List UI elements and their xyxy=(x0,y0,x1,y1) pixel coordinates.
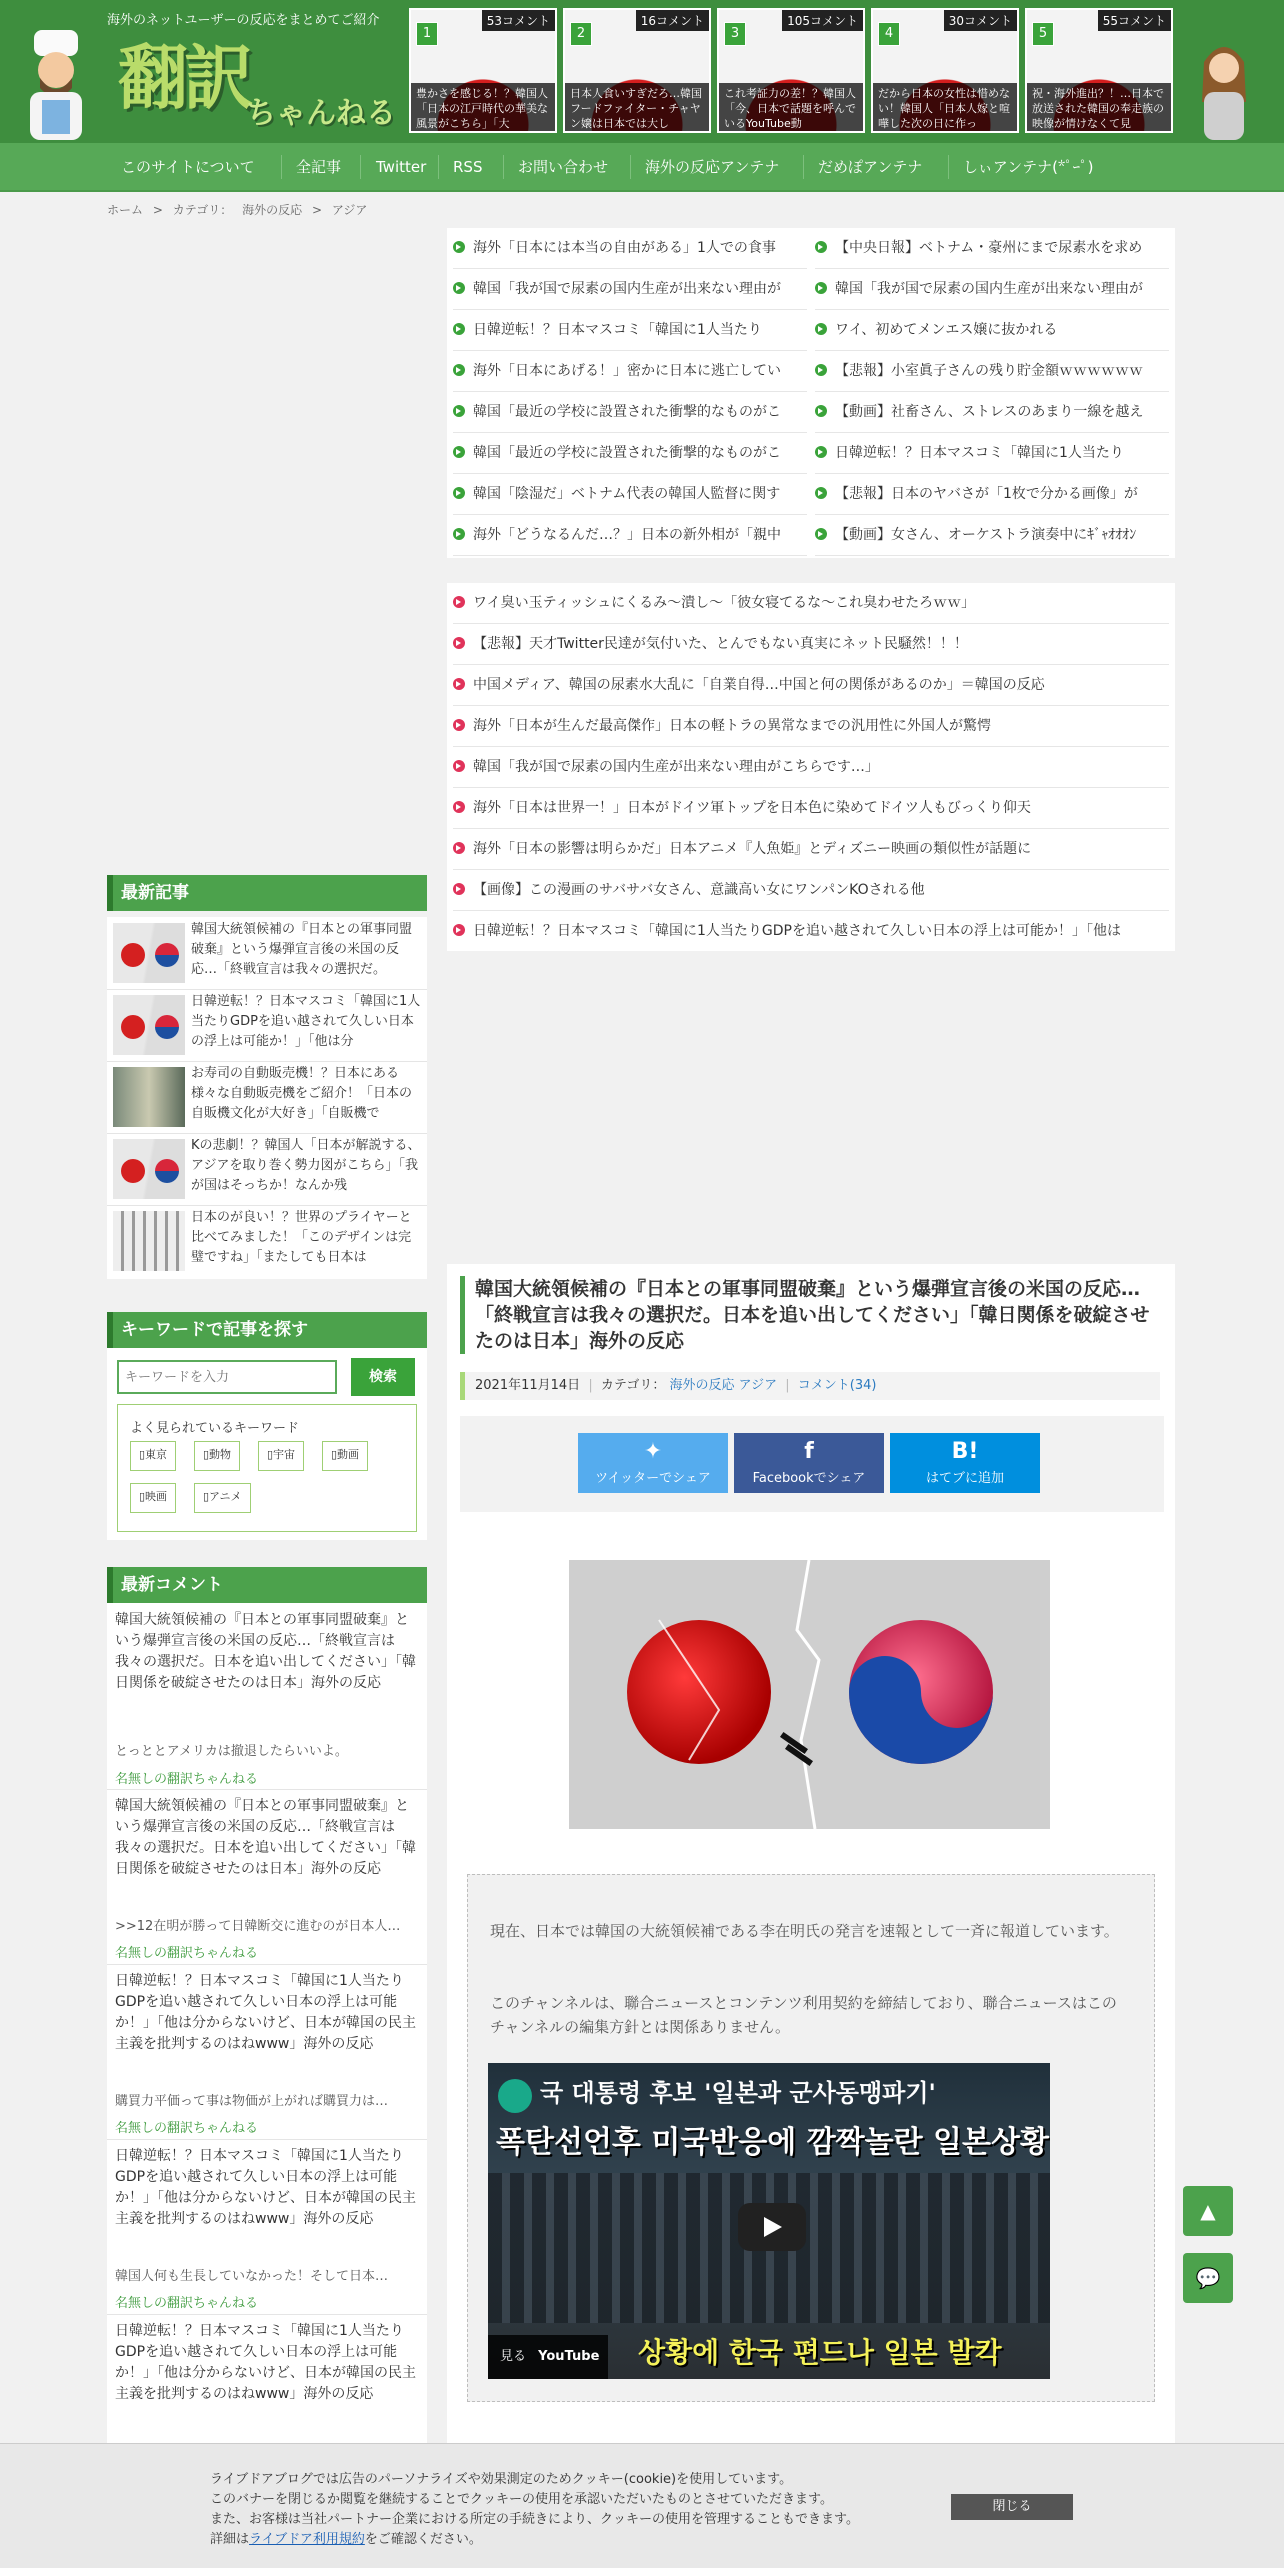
quote-paragraph: 現在、日本では韓国の大統領候補である李在明氏の発言を速報として一斉に報道しています。 xyxy=(490,1922,1119,1940)
featured-article-4[interactable] xyxy=(871,8,1019,133)
link-item[interactable]: 【悲報】天才Twitter民達が気付いた、とんでもない真実にネット民騒然！！！ xyxy=(453,624,1169,665)
arrow-bullet-icon xyxy=(815,446,827,458)
article-thumbnail xyxy=(113,923,185,983)
link-item[interactable]: 海外「日本には本当の自由がある」1人での食事 xyxy=(453,228,807,269)
comment-count: 16コメント xyxy=(636,10,709,31)
terms-link[interactable]: ライブドア利用規約 xyxy=(249,2532,365,2547)
nav-divider xyxy=(503,155,504,179)
featured-article-3[interactable] xyxy=(717,8,865,133)
rank-badge: 2 xyxy=(570,22,592,46)
keyword-tag[interactable]: ▯動物 xyxy=(194,1441,240,1471)
popular-keywords-title: よく見られているキーワード xyxy=(130,1421,300,1436)
comment-excerpt: とっととアメリカは撤退したらいいよ。 xyxy=(115,1744,348,1759)
comments-link[interactable]: コメント(34) xyxy=(797,1378,877,1393)
nav-overseas-antenna[interactable]: 海外の反応アンテナ xyxy=(645,158,780,176)
arrow-bullet-icon xyxy=(815,528,827,540)
keyword-tag[interactable]: ▯映画 xyxy=(130,1483,176,1513)
arrow-bullet-icon xyxy=(453,801,465,813)
arrow-bullet-icon xyxy=(453,924,465,936)
recent-article-title: 日本のが良い！？世界のプライヤーと比べてみました！「このデザインは完璧ですね」「またしても日本は xyxy=(191,1210,412,1265)
recent-article-title: 日韓逆転！？日本マスコミ「韓国に1人当たりGDPを追い越されて久しい日本の浮上は可能か！」「他は分 xyxy=(191,994,421,1049)
recent-article[interactable] xyxy=(107,917,427,990)
cookie-close-button[interactable]: 閉じる xyxy=(951,2494,1073,2520)
article-thumbnail xyxy=(113,995,185,1055)
comment-excerpt: >>12在明が勝って日韓断交に進むのが日本人… xyxy=(115,1919,401,1934)
keyword-search-panel xyxy=(107,1348,427,1540)
hatena-icon: B! xyxy=(951,1439,979,1464)
link-item[interactable]: 海外「日本にあげる！」密かに日本に逃亡してい xyxy=(453,351,807,392)
comment-article-title[interactable]: 日韓逆転！？日本マスコミ「韓国に1人当たりGDPを追い越されて久しい日本の浮上は可能か！」「他は分からないけど、日本が韓国の民主主義を批判するのはねwww」海外の反応 xyxy=(115,1973,416,2052)
comment-count: 105コメント xyxy=(782,10,863,31)
nav-about[interactable]: このサイトについて xyxy=(121,158,255,176)
play-icon xyxy=(764,2217,782,2237)
featured-title: 日本人食いすぎだろ…韓国フードファイター・チャヤン嬢は日本では大し xyxy=(565,83,709,131)
comment-count: 30コメント xyxy=(944,10,1017,31)
mascot-left-image xyxy=(20,30,92,140)
link-item[interactable]: 【動画】社畜さん、ストレスのあまり一線を越え xyxy=(815,392,1169,433)
breadcrumb-subcategory[interactable]: アジア xyxy=(331,203,368,217)
divider xyxy=(107,1789,427,1790)
nav-twitter[interactable]: Twitter xyxy=(376,158,427,176)
link-item[interactable]: ワイ、初めてメンエス嬢に抜かれる xyxy=(815,310,1169,351)
arrow-bullet-icon xyxy=(453,842,465,854)
link-item[interactable]: 海外「どうなるんだ…？」日本の新外相が「親中 xyxy=(453,515,807,556)
link-item[interactable]: 韓国「我が国で尿素の国内生産が出来ない理由が xyxy=(815,269,1169,310)
share-label: ツイッターでシェア xyxy=(595,1471,711,1486)
comment-author: 名無しの翻訳ちゃんねる xyxy=(115,2121,259,2136)
logo-main-text: 翻訳 xyxy=(118,36,250,119)
video-title-top: 국 대통령 후보 '일본과 군사동맹파기' xyxy=(540,2079,936,2107)
recent-article-title: Kの悲劇！？韓国人「日本が解説する、アジアを取り巻く勢力図がこちら」「我が国はそっちか！なんか残 xyxy=(191,1138,421,1193)
breadcrumb-category[interactable]: 海外の反応 xyxy=(242,203,303,217)
link-item[interactable]: 【動画】女さん、オーケストラ演奏中にｷﾞｬｵｵｵﾝ xyxy=(815,515,1169,556)
link-item[interactable]: 韓国「陰湿だ」ベトナム代表の韓国人監督に関す xyxy=(453,474,807,515)
recent-article[interactable] xyxy=(107,1061,427,1134)
youtube-embed[interactable] xyxy=(488,2063,1050,2379)
comment-article-title[interactable]: 日韓逆転！？日本マスコミ「韓国に1人当たりGDPを追い越されて久しい日本の浮上は可能か！」「他は分からないけど、日本が韓国の民主主義を批判するのはねwww」海外の反応 xyxy=(115,2148,416,2227)
nav-divider xyxy=(281,155,282,179)
link-item[interactable]: 海外「日本が生んだ最高傑作」日本の軽トラの異常なまでの汎用性に外国人が驚愕 xyxy=(453,706,1169,747)
arrow-bullet-icon xyxy=(453,323,465,335)
arrow-bullet-icon xyxy=(453,596,465,608)
breadcrumb-home[interactable]: ホーム xyxy=(107,203,144,217)
arrow-bullet-icon xyxy=(453,241,465,253)
link-item[interactable]: 【悲報】小室眞子さんの残り貯金額ｗｗｗｗｗｗ xyxy=(815,351,1169,392)
latest-comments-heading: 最新コメント xyxy=(107,1567,427,1603)
comment-count: 55コメント xyxy=(1098,10,1171,31)
link-item[interactable]: 韓国「最近の学校に設置された衝撃的なものがこ xyxy=(453,433,807,474)
category-link[interactable]: 海外の反応 xyxy=(669,1378,735,1393)
logo-sub-text: ちゃんねる xyxy=(246,96,396,131)
divider xyxy=(107,2314,427,2315)
keyword-tag[interactable]: ▯動画 xyxy=(322,1441,368,1471)
play-button[interactable] xyxy=(738,2203,806,2251)
arrow-bullet-icon xyxy=(453,405,465,417)
featured-title: これ考証力の差！？韓国人「今、日本で話題を呼んでいるYouTube動 xyxy=(719,83,863,131)
arrow-bullet-icon xyxy=(453,528,465,540)
featured-title: 豊かさを感じる！？韓国人「日本の江戸時代の華美な風景がこちら」「大 xyxy=(411,83,555,131)
popular-keywords-box xyxy=(117,1404,417,1532)
share-label: Facebookでシェア xyxy=(752,1471,866,1486)
category-link[interactable]: アジア xyxy=(738,1378,778,1393)
nav-divider xyxy=(948,155,949,179)
arrow-bullet-icon xyxy=(815,405,827,417)
twitter-share-button[interactable] xyxy=(578,1433,728,1493)
comment-jump-button[interactable] xyxy=(1183,2253,1233,2303)
arrow-bullet-icon xyxy=(453,719,465,731)
cookie-banner xyxy=(0,2443,1284,2568)
breadcrumb-separator: > xyxy=(152,203,163,217)
divider xyxy=(107,2139,427,2140)
keyword-tag[interactable]: ▯宇宙 xyxy=(258,1441,304,1471)
cookie-detail: 詳細はライブドア利用規約をご確認ください。 xyxy=(210,2532,482,2547)
comment-excerpt: 購買力平価って事は物価が上がれば購買力は… xyxy=(115,2094,389,2109)
mascot-right-image xyxy=(1196,32,1252,140)
latest-comments-list xyxy=(107,1603,427,2443)
link-item[interactable]: 海外「日本は世界一！」日本がドイツ軍トップを日本色に染めてドイツ人もびっくり仰天 xyxy=(453,788,1169,829)
comment-author: 名無しの翻訳ちゃんねる xyxy=(115,1772,259,1787)
link-item[interactable]: 韓国「我が国で尿素の国内生産が出来ない理由がこちらです…」 xyxy=(453,747,1169,788)
link-item[interactable]: 日韓逆転！？日本マスコミ「韓国に1人当たり xyxy=(453,310,807,351)
arrow-bullet-icon xyxy=(453,282,465,294)
keyword-tag[interactable]: ▯東京 xyxy=(130,1441,176,1471)
recent-article-title: お寿司の自動販売機！？日本にある様々な自動販売機をご紹介！「日本の自販機文化が大好き」「自販機で xyxy=(191,1066,413,1121)
cookie-text: このバナーを閉じるか閲覧を継続することでクッキーの使用を承認いただいたものとさせていただきます。 xyxy=(210,2492,833,2507)
rank-badge: 1 xyxy=(416,22,438,46)
link-item[interactable]: 海外「日本の影響は明らかだ」日本アニメ『人魚姫』とディズニー映画の類似性が話題に xyxy=(453,829,1169,870)
hatena-bookmark-button[interactable] xyxy=(890,1433,1040,1493)
comment-article-title[interactable]: 韓国大統領候補の『日本との軍事同盟破棄』という爆弾宣言後の米国の反応…「終戦宣言は我々の選択だ。日本を追い出してください」「韓日関係を破綻させたのは日本」海外の反応 xyxy=(115,1798,416,1877)
nav-contact[interactable]: お問い合わせ xyxy=(518,158,609,176)
arrow-bullet-icon xyxy=(815,282,827,294)
link-item[interactable]: 日韓逆転！？日本マスコミ「韓国に1人当たり xyxy=(815,433,1169,474)
rank-badge: 3 xyxy=(724,22,746,46)
comment-article-title[interactable]: 日韓逆転！？日本マスコミ「韓国に1人当たりGDPを追い越されて久しい日本の浮上は可能か！」「他は分からないけど、日本が韓国の民主主義を批判するのはねwww」海外の反応 xyxy=(115,2323,416,2402)
comment-article-title[interactable]: 韓国大統領候補の『日本との軍事同盟破棄』という爆弾宣言後の米国の反応…「終戦宣言は我々の選択だ。日本を追い出してください」「韓日関係を破綻させたのは日本」海外の反応 xyxy=(115,1612,416,1691)
arrow-bullet-icon xyxy=(815,241,827,253)
featured-article-1[interactable] xyxy=(409,8,557,133)
featured-title: だから日本の女性は惜めない！韓国人「日本人嫁と喧嘩した次の日に作っ xyxy=(873,83,1017,131)
arrow-bullet-icon xyxy=(815,364,827,376)
recent-article-title: 韓国大統領候補の『日本との軍事同盟破棄』という爆弾宣言後の米国の反応…「終戦宣言は我々の選択だ。 xyxy=(191,922,413,977)
recommended-link-list xyxy=(447,583,1175,951)
article-title: 韓国大統領候補の『日本との軍事同盟破棄』という爆弾宣言後の米国の反応…「終戦宣言は我々の選択だ。日本を追い出してください」「韓日関係を破綻させたのは日本」海外の反応 xyxy=(460,1276,1160,1354)
recent-articles-heading: 最新記事 xyxy=(107,875,427,911)
link-item[interactable]: 【中央日報】ベトナム・豪州にまで尿素水を求め xyxy=(815,228,1169,269)
link-item[interactable]: 日韓逆転！？日本マスコミ「韓国に1人当たりGDPを追い越されて久しい日本の浮上は可能か！」「他は xyxy=(453,911,1169,951)
scroll-to-top-button[interactable] xyxy=(1183,2186,1233,2236)
facebook-icon: f xyxy=(804,1439,814,1464)
youtube-icon: YouTube xyxy=(538,2349,600,2364)
arrow-bullet-icon xyxy=(453,678,465,690)
watch-on-youtube[interactable] xyxy=(488,2335,608,2379)
channel-avatar xyxy=(498,2079,532,2113)
nav-divider xyxy=(360,155,361,179)
search-button[interactable]: 検索 xyxy=(351,1358,415,1396)
nav-all-articles[interactable]: 全記事 xyxy=(296,158,342,176)
rank-badge: 4 xyxy=(878,22,900,46)
cookie-text: また、お客様は当社パートナー企業における所定の手続きにより、クッキーの使用を管理することもできます。 xyxy=(210,2512,859,2527)
nav-rss[interactable]: RSS xyxy=(453,158,483,176)
antenna-link-grid xyxy=(447,228,1175,558)
arrow-bullet-icon xyxy=(453,760,465,772)
main-nav xyxy=(0,143,1284,192)
site-tagline: 海外のネットユーザーの反応をまとめてご紹介 xyxy=(107,13,380,28)
link-item[interactable]: 中国メディア、韓国の尿素水大乱に「自業自得…中国と何の関係があるのか」＝韓国の反応 xyxy=(453,665,1169,706)
article-hero-image xyxy=(569,1560,1050,1829)
link-item[interactable]: 韓国「最近の学校に設置された衝撃的なものがこ xyxy=(453,392,807,433)
article-thumbnail xyxy=(113,1139,185,1199)
arrow-bullet-icon xyxy=(453,487,465,499)
recent-article[interactable] xyxy=(107,989,427,1062)
featured-title: 祝・海外進出？！…日本で放送された韓国の奉走族の映像が情けなくて見 xyxy=(1027,83,1171,131)
breadcrumb-separator: > xyxy=(311,203,322,217)
keyword-tag[interactable]: ▯アニメ xyxy=(194,1483,251,1513)
watch-label: 見る xyxy=(500,2349,527,2364)
nav-divider xyxy=(438,155,439,179)
link-item[interactable]: 【画像】この漫画のサバサバ女さん、意識高い女にワンパンKOされる他 xyxy=(453,870,1169,911)
nav-shii-antenna[interactable]: しぃアンテナ(*ﾟｰﾟ) xyxy=(963,158,1094,176)
comment-author: 名無しの翻訳ちゃんねる xyxy=(115,2296,259,2311)
cookie-text: ライブドアブログでは広告のパーソナライズや効果測定のためクッキー(cookie)を使用しています。 xyxy=(210,2472,793,2487)
article-thumbnail xyxy=(113,1067,185,1127)
arrow-bullet-icon xyxy=(453,883,465,895)
comment-count: 53コメント xyxy=(482,10,555,31)
speech-bubble-icon: 💬 xyxy=(1195,2266,1221,2290)
nav-divider xyxy=(630,155,631,179)
share-label: はてブに追加 xyxy=(925,1471,1004,1486)
quote-paragraph: このチャンネルは、聯合ニュースとコンテンツ利用契約を締結しており、聯合ニュースはこのチャンネルの編集方針とは関係ありません。 xyxy=(490,1994,1117,2036)
breadcrumb xyxy=(107,201,373,218)
keyword-search-heading: キーワードで記事を探す xyxy=(107,1312,427,1348)
arrow-bullet-icon xyxy=(453,364,465,376)
nav-divider xyxy=(803,155,804,179)
breadcrumb-category-label: カテゴリ： xyxy=(172,203,233,217)
rank-badge: 5 xyxy=(1032,22,1054,46)
video-title-main: 폭탄선언후 미국반응에 깜짝놀란 일본상황 xyxy=(496,2125,1049,2160)
article-thumbnail xyxy=(113,1211,185,1271)
arrow-bullet-icon xyxy=(815,323,827,335)
article-date: 2021年11月14日 xyxy=(475,1378,581,1393)
nav-damepo-antenna[interactable]: だめぽアンテナ xyxy=(818,158,923,176)
link-item[interactable]: 韓国「我が国で尿素の国内生産が出来ない理由が xyxy=(453,269,807,310)
facebook-share-button[interactable] xyxy=(734,1433,884,1493)
category-label: カテゴリ： xyxy=(600,1378,666,1393)
arrow-bullet-icon xyxy=(453,446,465,458)
twitter-icon: ✦ xyxy=(643,1439,663,1464)
recent-articles-list xyxy=(107,917,427,1279)
featured-article-5[interactable] xyxy=(1025,8,1173,133)
comment-author: 名無しの翻訳ちゃんねる xyxy=(115,1946,259,1961)
recent-article[interactable] xyxy=(107,1205,427,1277)
arrow-bullet-icon xyxy=(815,487,827,499)
recent-article[interactable] xyxy=(107,1133,427,1206)
comment-excerpt: 韓国人何も生長していなかった！そして日本… xyxy=(115,2269,389,2284)
video-title-bottom: 상황에 한국 편드나 일본 발칵 xyxy=(638,2336,1002,2369)
arrow-up-icon: ▲ xyxy=(1200,2199,1216,2223)
arrow-bullet-icon xyxy=(453,637,465,649)
keyword-search-input[interactable] xyxy=(117,1360,337,1394)
site-logo[interactable] xyxy=(118,36,400,131)
link-item[interactable]: ワイ臭い玉ティッシュにくるみ～潰し～「彼女寝てるな～これ臭わせたろｗｗ」 xyxy=(453,583,1169,624)
divider xyxy=(107,1964,427,1965)
link-item[interactable]: 【悲報】日本のヤバさが「1枚で分かる画像」が xyxy=(815,474,1169,515)
article-meta: 2021年11月14日 | カテゴリ： 海外の反応 アジア | コメント(34) xyxy=(460,1372,1160,1400)
featured-article-2[interactable] xyxy=(563,8,711,133)
